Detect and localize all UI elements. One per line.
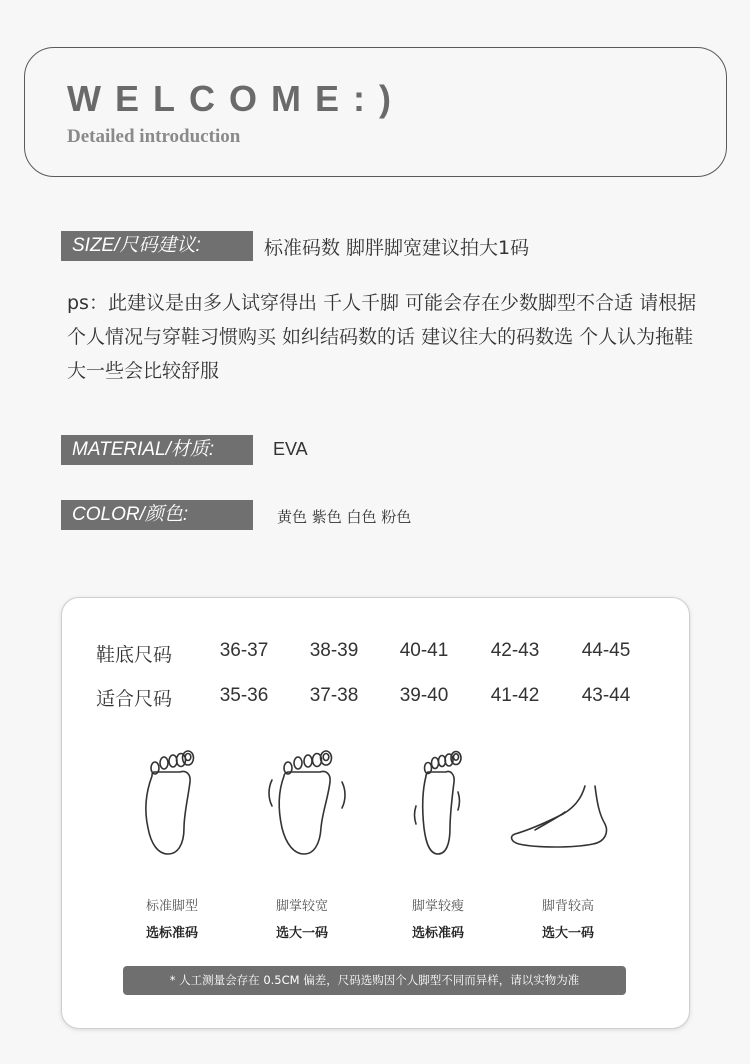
foot-recommendation: 选标准码 [411,926,464,941]
fit-size-cell: 43-44 [581,685,631,706]
size-label: SIZE/尺码建议: [61,231,253,261]
fit-size-cell: 35-36 [219,685,269,706]
foot-type-label: 标准脚型 [145,899,198,914]
narrow-foot-icon [392,748,492,858]
sole-size-cell: 44-45 [581,640,631,661]
sole-size-label: 鞋底尺码 [96,644,173,666]
standard-foot-icon [122,748,222,858]
material-label: MATERIAL/材质: [61,435,253,465]
foot-recommendation: 选大一码 [275,926,328,941]
foot-type-label: 脚背较高 [541,899,594,914]
fit-size-label: 适合尺码 [96,688,173,710]
sole-size-cell: 38-39 [309,640,359,661]
foot-recommendation: 选标准码 [145,926,198,941]
fit-size-cell: 41-42 [490,685,540,706]
sole-size-cell: 40-41 [399,640,449,661]
fit-size-cell: 39-40 [399,685,449,706]
foot-recommendation: 选大一码 [541,926,594,941]
wide-foot-icon [258,748,358,858]
welcome-title: WELCOME:) [67,78,405,119]
size-table-card [61,597,690,1029]
size-value: 标准码数 脚胖脚宽建议拍大1码 [264,237,530,259]
sole-size-cell: 42-43 [490,640,540,661]
welcome-subtitle: Detailed introduction [67,126,241,147]
size-ps-note: ps：此建议是由多人试穿得出 千人千脚 可能会存在少数脚型不合适 请根据个人情况与穿鞋习惯购买 如纠结码数的话 建议往大的码数选 个人认为拖鞋大一些会比较舒服 [67,292,697,382]
color-value: 黄色 紫色 白色 粉色 [277,508,412,526]
high-instep-foot-icon [507,778,617,858]
foot-type-label: 脚掌较瘦 [411,899,464,914]
sole-size-cell: 36-37 [219,640,269,661]
material-value: EVA [273,439,308,459]
welcome-box [24,47,727,177]
fit-size-cell: 37-38 [309,685,359,706]
color-label: COLOR/颜色: [61,500,253,530]
measurement-note: * 人工测量会存在 0.5CM 偏差，尺码选购因个人脚型不同而异样，请以实物为准 [123,966,626,995]
foot-type-label: 脚掌较宽 [275,899,328,914]
